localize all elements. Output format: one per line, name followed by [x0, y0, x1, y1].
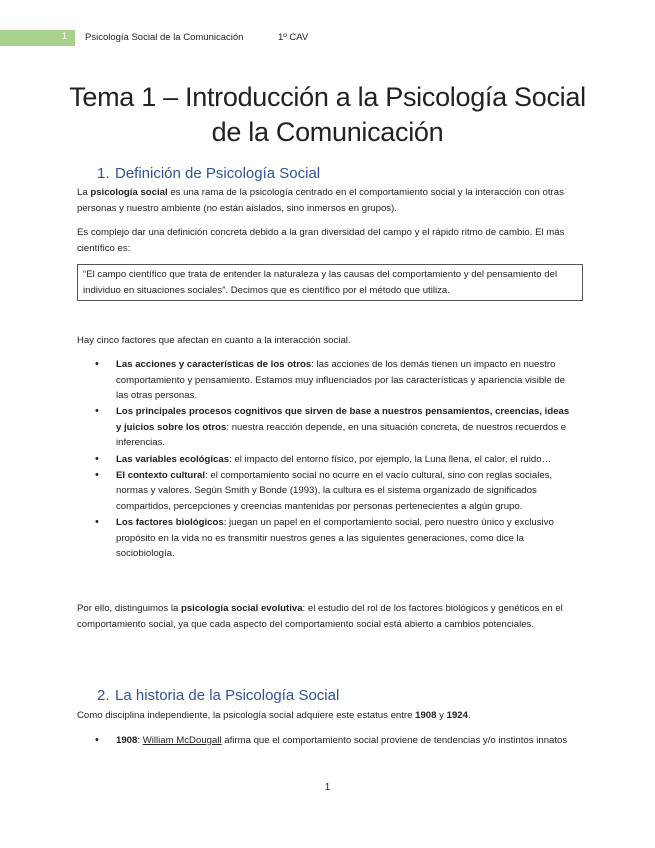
bullet-icon: • [95, 734, 99, 746]
list-item [95, 404, 571, 451]
history-year: 1908 [116, 735, 138, 746]
list-item [95, 468, 571, 515]
bullet-icon: • [95, 452, 99, 465]
bold-term: psicología social evolutiva [180, 603, 303, 614]
section-1-number: 1. [97, 165, 110, 182]
title-line-1: Tema 1 – Introducción a la Psicología Social [69, 82, 586, 112]
footer-page-number: 1 [324, 782, 331, 793]
text-run: es una rama de la psicología centrado en el comportamiento social y la interacción con otras personas y nuestro ambiente (no están aislados, sino inmersos en grupos). [77, 187, 564, 214]
section-2-title: La historia de la Psicología Social [115, 687, 340, 704]
factor-title: El contexto cultural [116, 469, 206, 481]
factor-title: Las variables ecológicas [116, 453, 230, 465]
text-run: : el estudio del rol de los factores biológicos y genéticos en el comportamiento social, ya que cada aspecto del comportamiento social está abierto a cambios potenciales. [77, 603, 563, 630]
text-run: Como disciplina independiente, la psicología social adquiere este estatus entre [77, 710, 416, 721]
history-list [95, 733, 571, 749]
page-header [0, 30, 655, 46]
factors-list [95, 357, 571, 562]
bold-term: psicología social [90, 187, 168, 198]
section-1-paragraph-1 [77, 185, 582, 216]
definition-quote-box: “El campo científico que trata de entender la naturaleza y las causas del comportamiento y del pensamiento del individuo en situaciones sociales”. Decimos que es científico por el método que utiliza. [77, 264, 583, 301]
header-doc-title: Psicología Social de la Comunicación [85, 32, 244, 43]
title-line-2: de la Comunicación [211, 117, 444, 147]
text-run: . [467, 710, 471, 721]
list-item [95, 733, 571, 749]
factor-text: : las acciones de los demás tienen un impacto en nuestro comportamiento y pensamiento. Estamos muy influenciados por las características y apariencia visible de las otras personas. [116, 359, 565, 402]
bold-year: 1908 [415, 710, 437, 721]
section-2-number: 2. [97, 687, 110, 704]
text-run: Por ello, distinguimos la [77, 603, 181, 614]
document-title [60, 80, 595, 150]
text-run: afirma que el comportamiento social proviene de tendencias y/o instintos innatos [221, 735, 568, 746]
section-1-title: Definición de Psicología Social [115, 165, 321, 182]
bullet-icon: • [95, 468, 99, 481]
text-run: : [137, 735, 143, 746]
factor-title: Los principales procesos cognitivos que sirven de base a nuestros pensamientos, creencias, ideas y juicios sobre los otros [116, 406, 570, 433]
header-course: 1º CAV [278, 32, 309, 43]
section-1-paragraph-2: Es complejo dar una definición concreta debido a la gran diversidad del campo y el rápido ritmo de cambio. El más científico es: [77, 227, 565, 254]
text-run: y [436, 710, 447, 721]
text-run: La [77, 187, 91, 198]
header-page-number: 1 [62, 31, 68, 41]
section-2-heading [97, 687, 339, 704]
bold-year: 1924 [446, 710, 468, 721]
factor-text: : el impacto del entorno físico, por ejemplo, la Luna llena, el calor, el ruido… [229, 453, 552, 465]
bullet-icon: • [95, 358, 99, 370]
factor-text: : nuestra reacción depende, en una situación concreta, de nuestros recuerdos e inferencias. [116, 421, 567, 449]
bullet-icon: • [95, 515, 99, 528]
section-1-paragraph-3: Hay cinco factores que afectan en cuanto a la interacción social. [77, 335, 351, 346]
list-item [95, 452, 571, 468]
factor-text: : juegan un papel en el comportamiento social, pero nuestro único y exclusivo propósito en la vida no es transmitir nuestros genes a las siguientes generaciones, como dice la sociobiología. [116, 516, 554, 560]
list-item [95, 357, 571, 404]
list-item [95, 515, 571, 562]
section-1-paragraph-4 [77, 601, 582, 632]
bullet-icon: • [95, 405, 99, 418]
factor-text: : el comportamiento social no ocurre en el vacío cultural, sino con reglas sociales, normas y valores. Según Smith y Bonde (1993), la cultura es el sistema organizado de significados compartidos, percepciones y creencias mantenidas por personas pertenecientes a algún grupo. [116, 469, 553, 512]
section-2-paragraph-1 [77, 708, 582, 724]
factor-title: Las acciones y características de los otros [116, 359, 312, 370]
author-name: William McDougall [142, 735, 222, 746]
section-1-heading [97, 165, 320, 182]
factor-title: Los factores biológicos [116, 516, 224, 528]
